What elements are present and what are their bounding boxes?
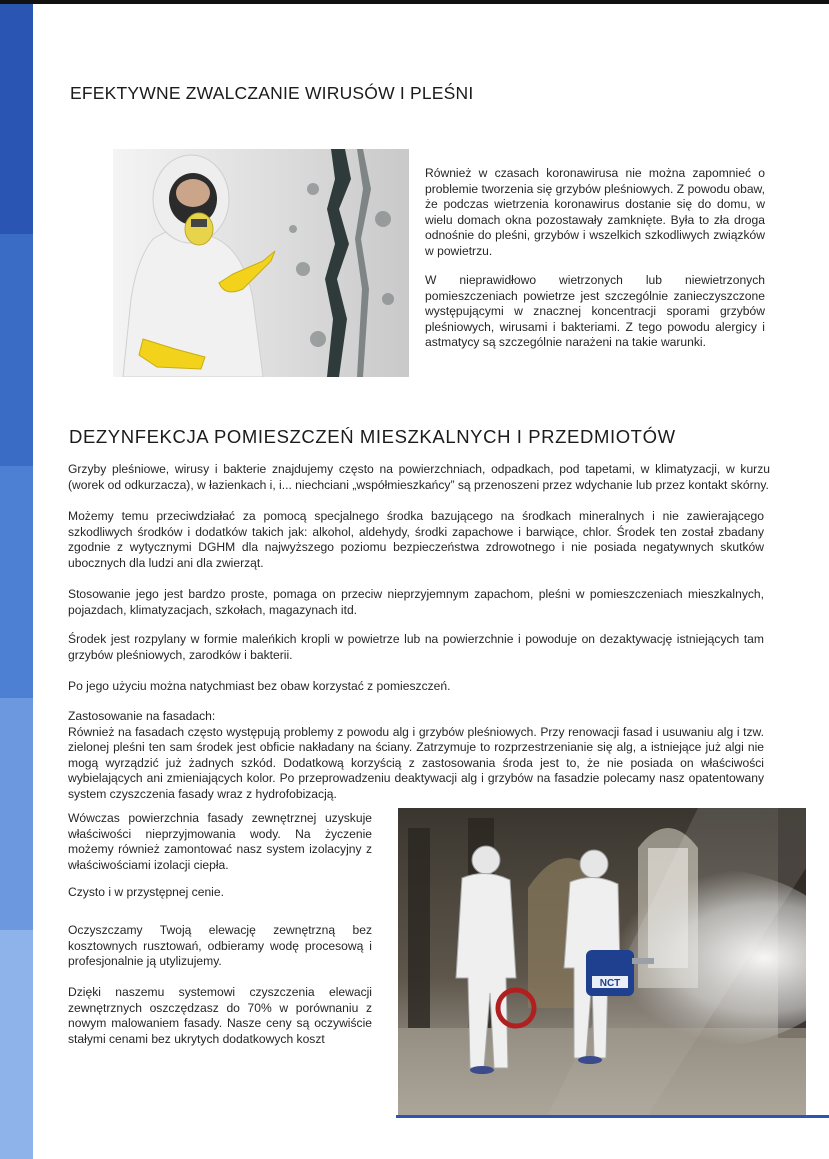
photo-hazmat-worker-mold-wall	[113, 149, 409, 377]
main-paragraph-1: Grzyby pleśniowe, wirusy i bakterie znajdujemy często na powierzchniach, odpadkach, pod tapetami, w klimatyzacji, w kurzu (worek od odkurzacza), w łazienkach i, i... niechciani „współmieszkańcy” są przenoszeni przez wdychanie lub przez kontakt skórny.	[68, 462, 770, 492]
top-border	[0, 0, 829, 4]
main-paragraph-5: Po jego użyciu można natychmiast bez obaw korzystać z pomieszczeń.	[68, 679, 451, 693]
heading-viruses-mold: EFEKTYWNE ZWALCZANIE WIRUSÓW I PLEŚNI	[70, 83, 474, 103]
main-paragraph-2: Możemy temu przeciwdziałać za pomocą specjalnego środka bazującego na środkach mineralnych i nie zawierającego szkodliwych środków i dodatków takich jak: alkohol, aldehydy, środki zapachowe i barwiące, chlor. Środek ten został zbadany zgodnie z wytycznymi DGHM dla najwyższego poziomu bezpieczeństwa zdrowotnego i nie posiada negatywnych skutków ubocznych dla ludzi ani dla zwierząt.	[68, 509, 764, 570]
left-paragraph-4: Dzięki naszemu systemowi czyszczenia elewacji zewnętrznych oszczędzasz do 70% w porównaniu z nowym malowaniem fasady. Nasze ceny są oczywiście stałymi cenami bez ukrytych dodatkowych koszt	[68, 985, 372, 1046]
machine-logo-text: NCT	[599, 978, 621, 989]
left-paragraph-2: Czysto i w przystępnej cenie.	[68, 885, 224, 899]
side-color-band	[0, 4, 33, 1159]
facade-label: Zastosowanie na fasadach:	[68, 709, 216, 723]
main-paragraph-3: Stosowanie jego jest bardzo proste, pomaga on przeciw nieprzyjemnym zapachom, pleśni w pomieszczeniach mieszkalnych, pojazdach, klimatyzacjach, szkołach, magazynach itd.	[68, 587, 764, 617]
facade-text: Również na fasadach często występują problemy z powodu alg i grzybów pleśniowych. Przy renowacji fasad i usuwaniu alg i tzw. zielonej pleśni ten sam środek jest obficie nakładany na ściany. Zatrzymuje to rozprzestrzenianie się alg, a istniejące już algi nie mogą wyrządzić już żadnych szkód. Dodatkową korzyścią z zastosowania środa jest to, że nie posiada on właściwości wybielających ani zmieniających kolor. Po przeprowadzeniu deaktywacji alg i grzybów na fasadzie polecamy nasz opatentowany system czyszczenia fasady wraz z hydrofobizacją.	[68, 724, 764, 801]
left-paragraph-3: Oczyszczamy Twoją elewację zewnętrzną bez kosztownych rusztowań, odbieramy wodę procesową i profesjonalnie ją utylizujemy.	[68, 923, 372, 969]
photo-fogging-disinfection-mosque	[398, 808, 806, 1115]
photo-underline	[396, 1115, 829, 1118]
intro-paragraph-2: W nieprawidłowo wietrzonych lub niewietrzonych pomieszczeniach powietrze jest szczególnie zanieczyszczone występującymi w znacznej koncentracji sporami grzybów pleśniowych, wirusami i bakteriami. Z tego powodu alergicy i astmatycy są szczególnie narażeni na takie warunki.	[425, 273, 765, 350]
intro-paragraph-1: Również w czasach koronawirusa nie można zapomnieć o problemie tworzenia się grzybów pleśniowych. Z powodu obaw, że podczas wietrzenia koronawirus dostanie się do domu, w wielu domach okna pozostawały zamknięte. Była to zła droga odnośnie do pleśni, grzybów i wszelkich szkodliwych związków w powietrzu.	[425, 166, 765, 258]
heading-disinfection: DEZYNFEKCJA POMIESZCZEŃ MIESZKALNYCH I PRZEDMIOTÓW	[69, 426, 676, 447]
left-paragraph-1: Wówczas powierzchnia fasady zewnętrznej uzyskuje właściwości nieprzyjmowania wody. Na życzenie możemy również zamontować nasz system izolacyjny z właściwościami izolacji ciepła.	[68, 811, 372, 872]
main-paragraph-4: Środek jest rozpylany w formie maleńkich kropli w powietrze lub na powierzchnie i powoduje on dezaktywację istniejących tam grzybów pleśniowych, zarodków i bakterii.	[68, 632, 764, 662]
facade-section	[68, 709, 764, 803]
